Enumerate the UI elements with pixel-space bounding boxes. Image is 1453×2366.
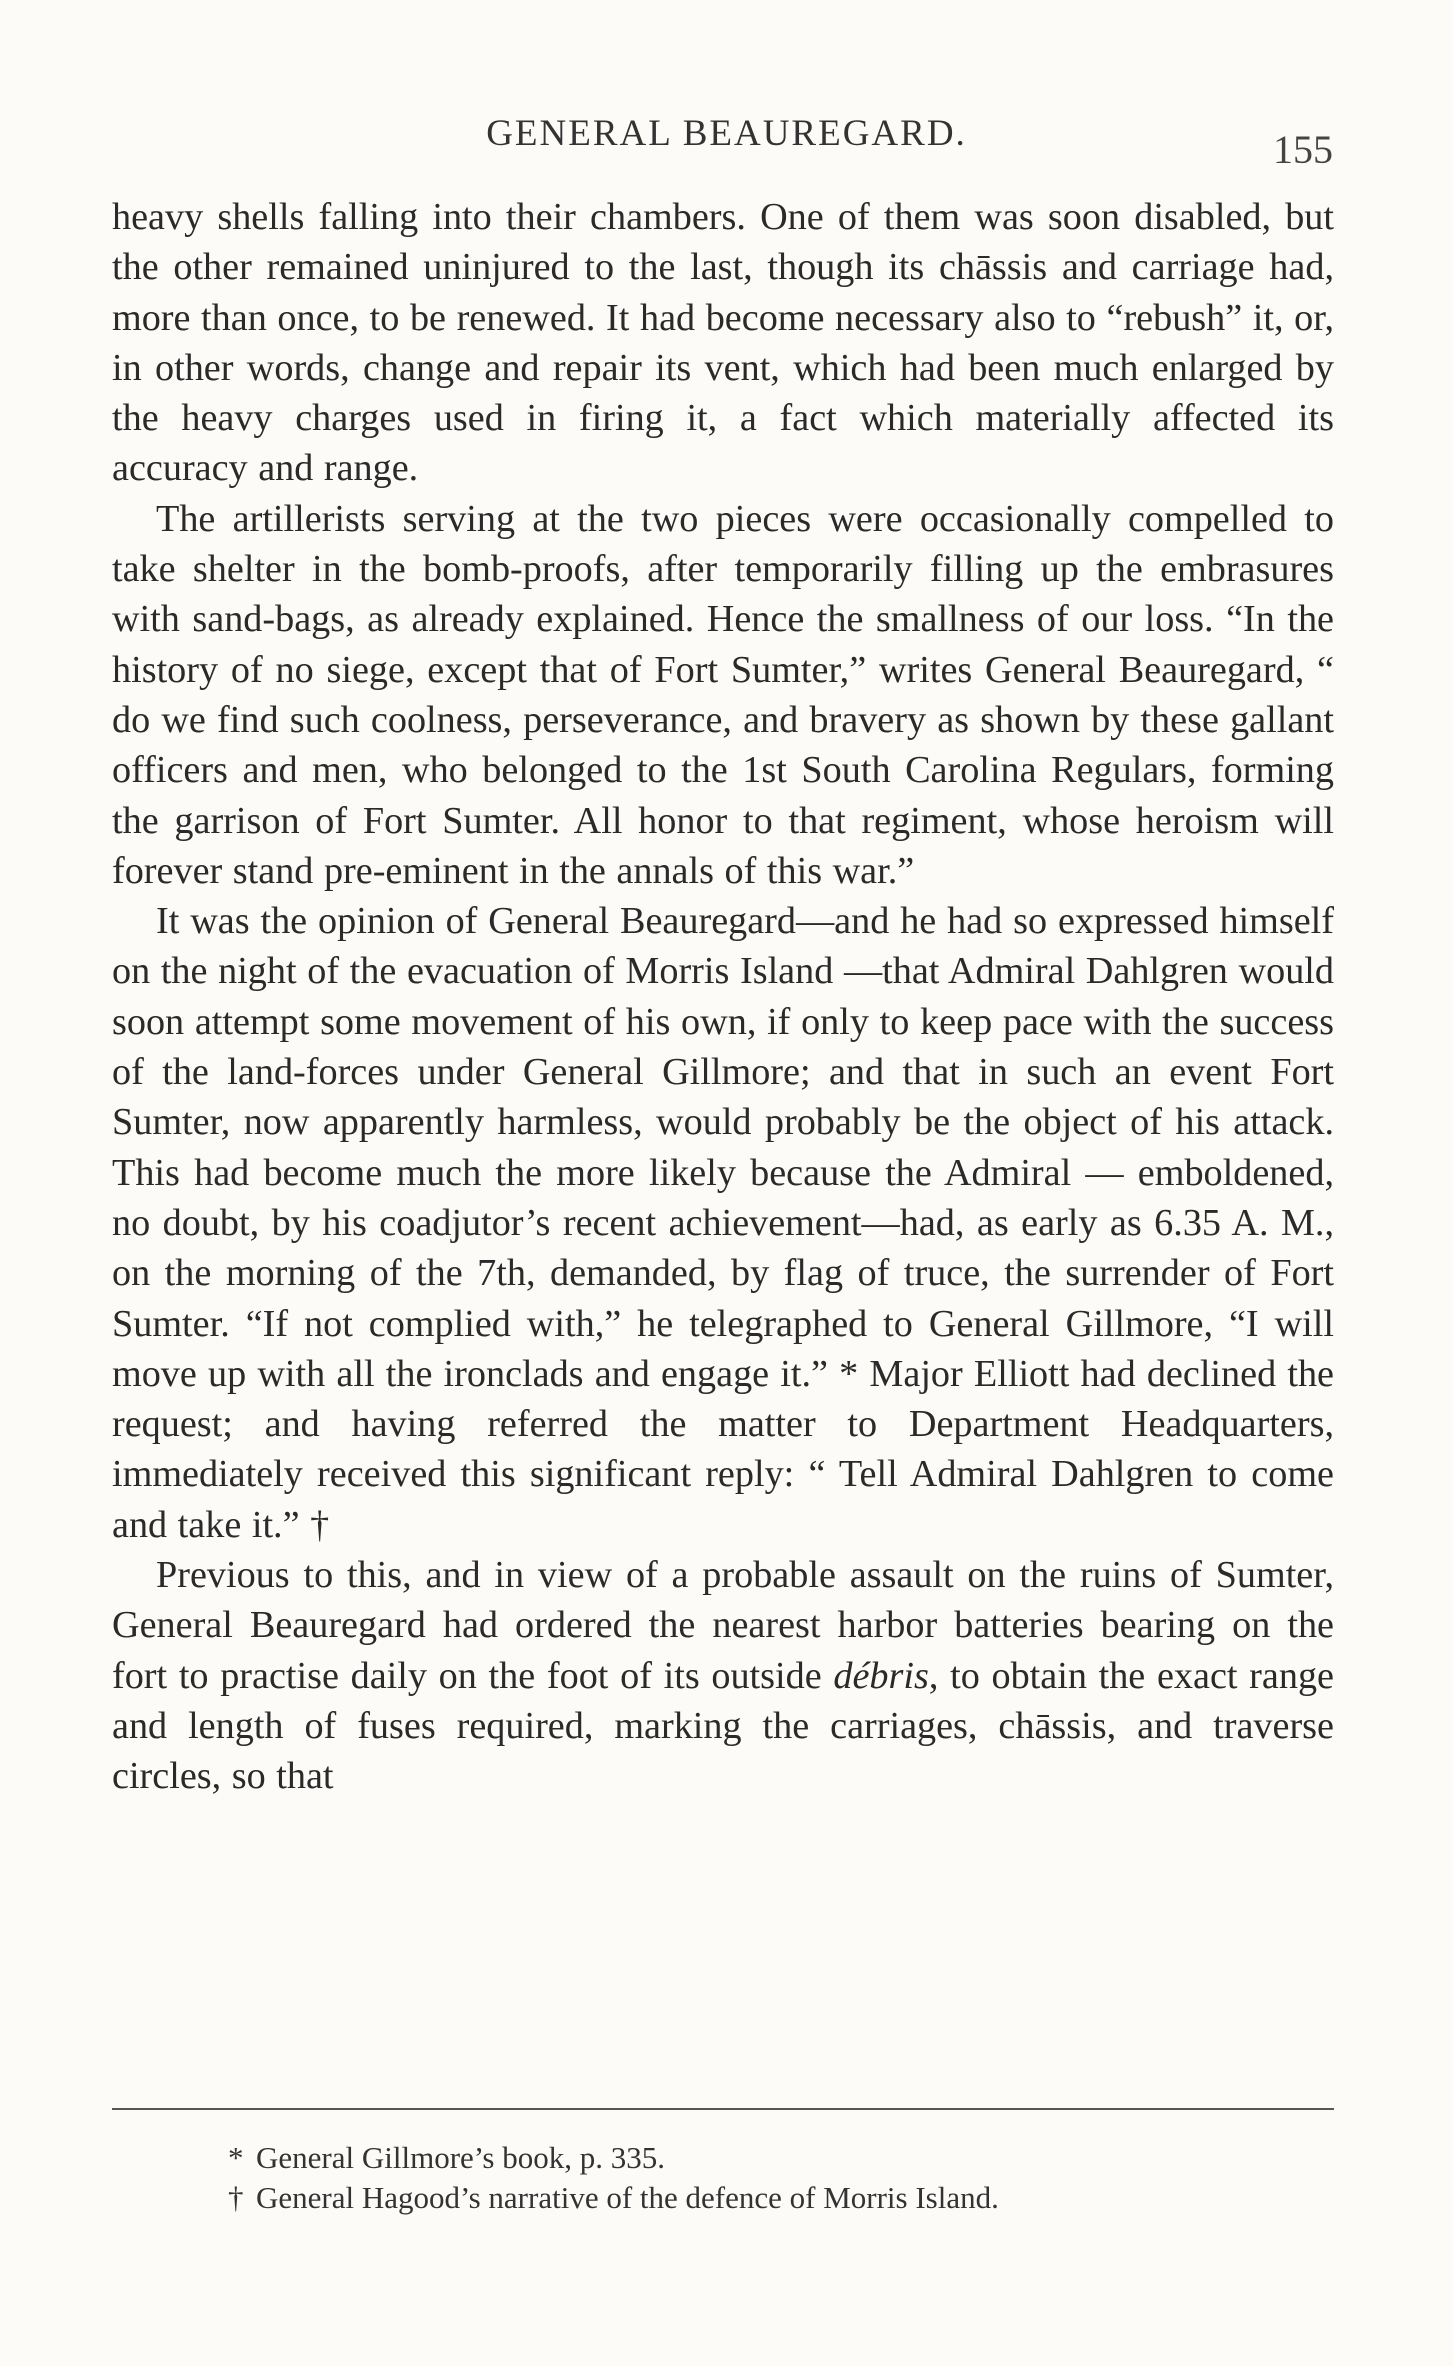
paragraph-text: It was the opinion of General Beauregard—and he had so expressed himself on the night of the evacuation of Morris Island —that Admiral Dahlgren would soon attempt some movement of his own, if only to keep pace with the success of the land-forces under General Gillmore; and that in such an event Fort Sumter, now apparently harmless, would probably be the object of his attack. This had become much the more likely because the Admiral — emboldened, no doubt, by his coadjutor’s recent achievement—had, as early as 6.35 A. M., on the morning of the 7th, demanded, by flag of truce, the surrender of Fort Sumter. “If not complied with,” he telegraphed to General Gillmore, “I will move up with all the ironclads and engage it.” * Major Elliott had declined the request; and having referred the matter to Department Headquarters, immediately received this significant reply: “ Tell Admiral Dahlgren to come and take it.” † — [112, 900, 1334, 1546]
paragraph-3 — [112, 896, 1334, 1550]
footnotes — [228, 2138, 1328, 2218]
paragraph-1 — [112, 192, 1334, 494]
footnote-2 — [228, 2178, 1328, 2218]
running-head — [0, 112, 1453, 172]
paragraph-text: , to obtain the exact range and length of fuses required, marking the carriages, chāssis, and traverse circles, so that — [112, 1654, 1334, 1798]
footnote-text: General Gillmore’s book, p. 335. — [256, 2140, 665, 2175]
footnote-text: General Hagood’s narrative of the defence of Morris Island. — [256, 2180, 999, 2215]
body-text — [112, 192, 1334, 1802]
footnote-mark: † — [228, 2180, 244, 2215]
italic-word: débris — [833, 1654, 929, 1697]
paragraph-text: The artillerists serving at the two pieces were occasionally compelled to take shelter in the bomb-proofs, after temporarily filling up the embrasures with sand-bags, as already explained. Hence the smallness of our loss. “In the history of no siege, except that of Fort Sumter,” writes General Beauregard, “ do we find such coolness, perseverance, and bravery as shown by these gallant officers and men, who belonged to the 1st South Carolina Regulars, forming the garrison of Fort Sumter. All honor to that regiment, whose heroism will forever stand pre-eminent in the annals of this war.” — [112, 497, 1334, 892]
footnote-1 — [228, 2138, 1328, 2178]
footnote-divider — [112, 2108, 1334, 2110]
paragraph-text: heavy shells falling into their chambers. One of them was soon disabled, but the other remained uninjured to the last, though its chāssis and carriage had, more than once, to be renewed. It had become necessary also to “rebush” it, or, in other words, change and repair its vent, which had been much enlarged by the heavy charges used in firing it, a fact which materially affected its accuracy and range. — [112, 196, 1334, 490]
paragraph-2 — [112, 494, 1334, 896]
footnote-mark: * — [228, 2140, 244, 2175]
paragraph-4 — [112, 1550, 1334, 1801]
paragraph-text: Previous to this, and in view of a probable assault on the ruins of Sumter, General Beauregard had ordered the nearest harbor batteries bearing on the fort to practise daily on the foot of its outside — [112, 1554, 1334, 1697]
running-title: GENERAL BEAUREGARD. — [486, 113, 967, 154]
page-number: 155 — [1273, 127, 1333, 172]
